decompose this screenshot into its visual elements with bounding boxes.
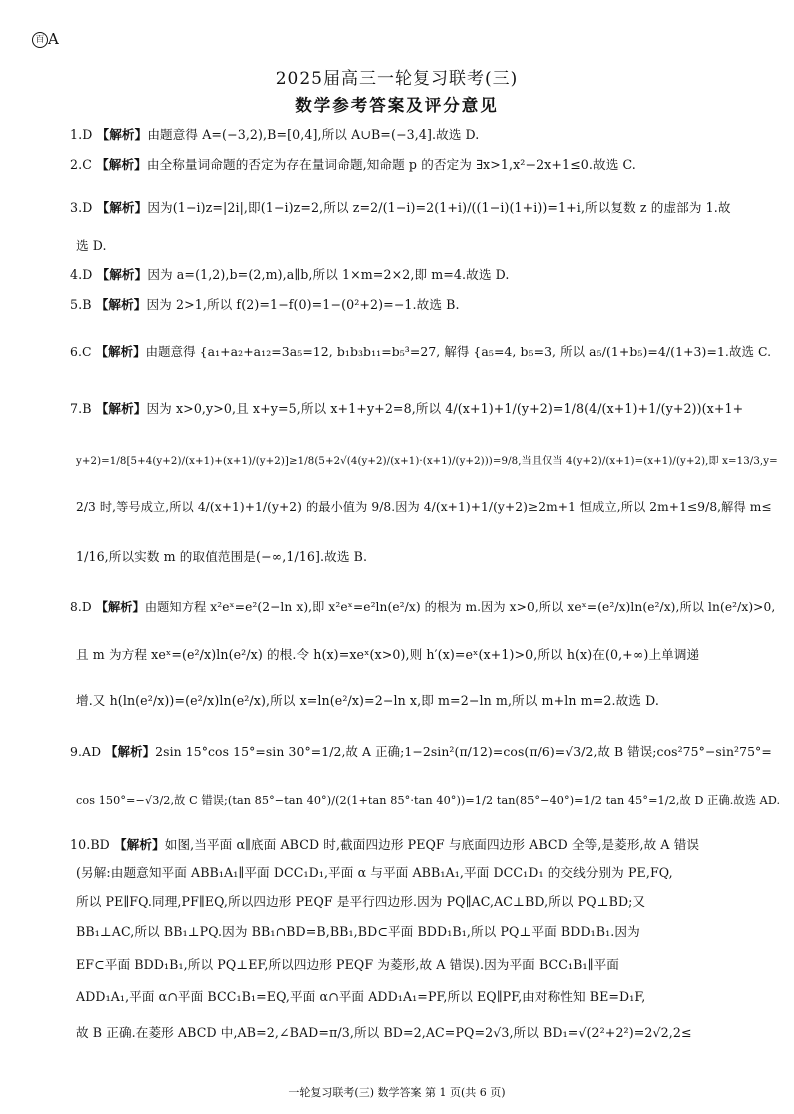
answer-line: 2.C 【解析】由全称量词命题的否定为存在量词命题,知命题 p 的否定为 ∃x>1,x²−2x+1≤0.故选 C. (70, 157, 636, 172)
analysis-tag: 【解析】 (95, 297, 147, 312)
analysis-tag: 【解析】 (95, 600, 145, 614)
stamp-circle: 百 (32, 32, 48, 48)
answer-line: y+2)=1/8[5+4(y+2)/(x+1)+(x+1)/(y+2)]≥1/8(5+2√(4(y+2)/(x+1)·(x+1)/(y+2)))=9/8,当且仅当 4(y+2)/(x+1)=(x+1)/(y+2),即 x=13/3,y= (76, 456, 778, 467)
analysis-tag: 【解析】 (95, 344, 146, 359)
page-title: 2025届高三一轮复习联考(三) (275, 69, 519, 89)
answer-line: 5.B 【解析】因为 2>1,所以 f(2)=1−f(0)=1−(0²+2)=−1.故选 B. (70, 297, 460, 312)
answer-line: BB₁⊥AC,所以 BB₁⊥PQ.因为 BB₁∩BD=B,BB₁,BD⊂平面 BDD₁B₁,所以 PQ⊥平面 BDD₁B₁.因为 (76, 924, 640, 939)
answer-line: 8.D 【解析】由题知方程 x²eˣ=e²(2−ln x),即 x²eˣ=e²ln(e²/x) 的根为 m.因为 x>0,所以 xeˣ=(e²/x)ln(e²/x),所以 ln(e²/x)>0, (70, 600, 776, 614)
answer-line: 3.D 【解析】因为(1−i)z=|2i|,即(1−i)z=2,所以 z=2/(1−i)=2(1+i)/((1−i)(1+i))=1+i,所以复数 z 的虚部为 1.故 (70, 200, 731, 215)
analysis-tag: 【解析】 (96, 200, 148, 215)
answer-line: EF⊂平面 BDD₁B₁,所以 PQ⊥EF,所以四边形 PEQF 为菱形,故 A 错误).因为平面 BCC₁B₁∥平面 (76, 957, 619, 972)
answer-line: 且 m 为方程 xeˣ=(e²/x)ln(e²/x) 的根.令 h(x)=xeˣ(x>0),则 h′(x)=eˣ(x+1)>0,所以 h(x)在(0,+∞)上单调递 (76, 647, 700, 662)
analysis-tag: 【解析】 (113, 837, 165, 852)
analysis-tag: 【解析】 (96, 127, 148, 142)
paper-stamp (32, 30, 59, 48)
analysis-tag: 【解析】 (95, 401, 147, 416)
page-footer: 一轮复习联考(三) 数学答案 第 1 页(共 6 页) (288, 1086, 506, 1099)
answer-line: 7.B 【解析】因为 x>0,y>0,且 x+y=5,所以 x+1+y+2=8,所以 4/(x+1)+1/(y+2)=1/8(4/(x+1)+1/(y+2))(x+1+ (70, 401, 744, 416)
answer-line: ADD₁A₁,平面 α∩平面 BCC₁B₁=EQ,平面 α∩平面 ADD₁A₁=PF,所以 EQ∥PF,由对称性知 BE=D₁F, (76, 989, 646, 1004)
answer-line: 所以 PE∥FQ.同理,PF∥EQ,所以四边形 PEQF 是平行四边形.因为 PQ∥AC,AC⊥BD,所以 PQ⊥BD;又 (76, 894, 646, 909)
answer-line: 增.又 h(ln(e²/x))=(e²/x)ln(e²/x),所以 x=ln(e²/x)=2−ln x,即 m=2−ln m,所以 m+ln m=2.故选 D. (76, 693, 659, 708)
answer-line: 4.D 【解析】因为 a=(1,2),b=(2,m),a∥b,所以 1×m=2×2,即 m=4.故选 D. (70, 267, 510, 282)
answer-line: 9.AD 【解析】2sin 15°cos 15°=sin 30°=1/2,故 A 正确;1−2sin²(π/12)=cos(π/6)=√3/2,故 B 错误;cos²75°−sin²75°= (70, 744, 772, 759)
answer-line: 2/3 时,等号成立,所以 4/(x+1)+1/(y+2) 的最小值为 9/8.因为 4/(x+1)+1/(y+2)≥2m+1 恒成立,所以 2m+1≤9/8,解得 m≤ (76, 500, 772, 514)
answer-line: 1.D 【解析】由题意得 A=(−3,2),B=[0,4],所以 A∪B=(−3,4].故选 D. (70, 127, 480, 142)
answer-line: 10.BD 【解析】如图,当平面 α∥底面 ABCD 时,截面四边形 PEQF 与底面四边形 ABCD 全等,是菱形,故 A 错误 (70, 837, 700, 852)
answer-line: 选 D. (76, 238, 107, 253)
analysis-tag: 【解析】 (96, 157, 147, 172)
answer-line: (另解:由题意知平面 ABB₁A₁∥平面 DCC₁D₁,平面 α 与平面 ABB₁A₁,平面 DCC₁D₁ 的交线分别为 PE,FQ, (76, 865, 673, 880)
page-subtitle: 数学参考答案及评分意见 (295, 96, 499, 115)
answer-line: cos 150°=−√3/2,故 C 错误;(tan 85°−tan 40°)/(2(1+tan 85°·tan 40°))=1/2 tan(85°−40°)=1/2 tan 45°=1/2,故 D 正确.故选 AD. (76, 794, 781, 807)
answer-line: 1/16,所以实数 m 的取值范围是(−∞,1/16].故选 B. (76, 549, 368, 564)
stamp-letter: A (48, 30, 59, 48)
analysis-tag: 【解析】 (96, 267, 148, 282)
answer-line: 6.C 【解析】由题意得 {a₁+a₂+a₁₂=3a₅=12, b₁b₃b₁₁=b₅³=27, 解得 {a₅=4, b₅=3, 所以 a₅/(1+b₅)=4/(1+3)=1.故选 C. (70, 344, 772, 359)
answer-line: 故 B 正确.在菱形 ABCD 中,AB=2,∠BAD=π/3,所以 BD=2,AC=PQ=2√3,所以 BD₁=√(2²+2²)=2√2,2≤ (76, 1025, 692, 1040)
analysis-tag: 【解析】 (105, 744, 156, 759)
